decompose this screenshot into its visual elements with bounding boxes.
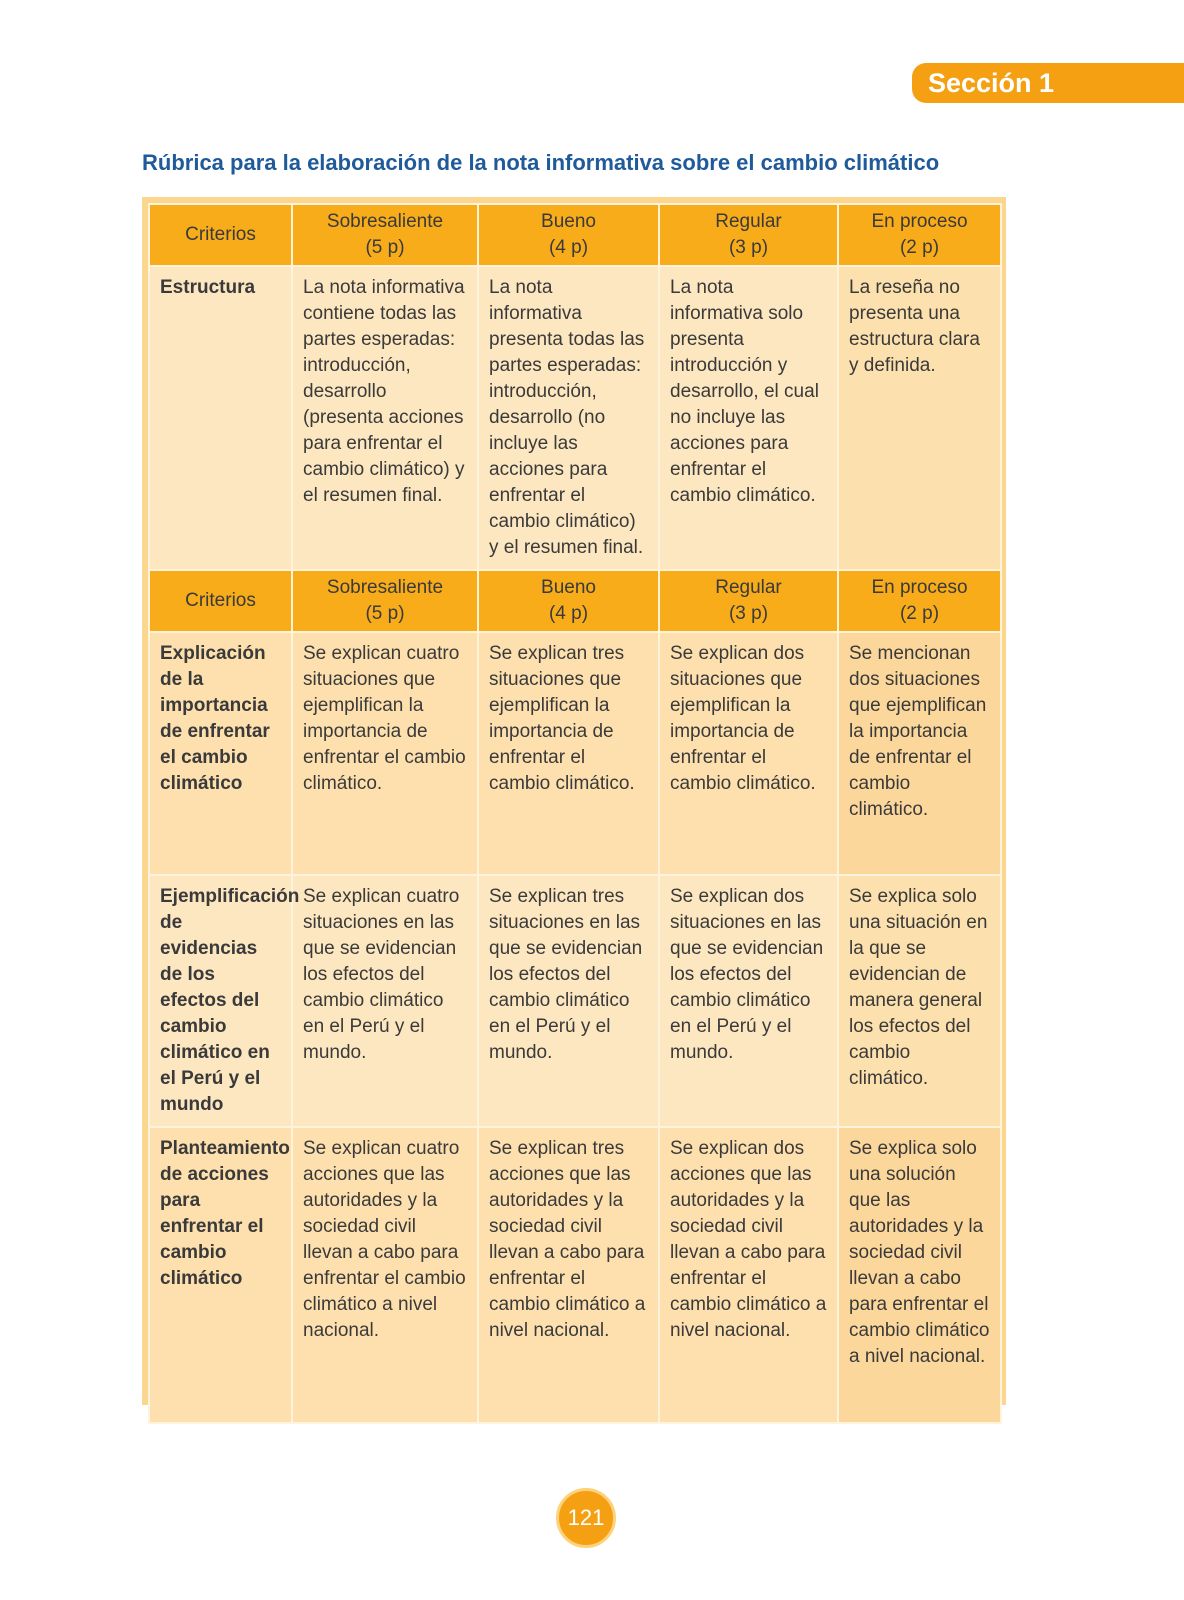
rubric-cell: Se explica solo una situación en la que se evidencian de manera general los efectos del cambio climático. [838, 875, 1001, 1127]
rubric-cell: Se explican cuatro situaciones que ejemplifican la importancia de enfrentar el cambio climático. [292, 632, 478, 875]
rubric-cell: Se explican tres situaciones en las que se evidencian los efectos del cambio climático en el Perú y el mundo. [478, 875, 659, 1127]
rubric-cell: Se explica solo una solución que las autoridades y la sociedad civil llevan a cabo para enfrentar el cambio climático a nivel nacional. [838, 1127, 1001, 1423]
rubric-cell: La nota informativa contiene todas las partes esperadas: introducción, desarrollo (presenta acciones para enfrentar el cambio climático) y el resumen final. [292, 266, 478, 570]
rubric-cell: Se mencionan dos situaciones que ejemplifican la importancia de enfrentar el cambio climático. [838, 632, 1001, 875]
criterion-cell: Explicación de la importancia de enfrentar el cambio climático [149, 632, 292, 875]
table-row-acciones [149, 1127, 1001, 1423]
criterion-cell: Estructura [149, 266, 292, 570]
rubric-cell: La nota informativa presenta todas las partes esperadas: introducción, desarrollo (no incluye las acciones para enfrentar el cambio climático) y el resumen final. [478, 266, 659, 570]
header-cell-bueno: Bueno (4 p) [478, 570, 659, 632]
section-tab [912, 63, 1184, 103]
header-cell-sobresaliente: Sobresaliente (5 p) [292, 204, 478, 266]
rubric-cell: Se explican dos situaciones en las que se evidencian los efectos del cambio climático en el Perú y el mundo. [659, 875, 838, 1127]
header-cell-regular: Regular (3 p) [659, 570, 838, 632]
rubric-cell: Se explican dos acciones que las autoridades y la sociedad civil llevan a cabo para enfrentar el cambio climático a nivel nacional. [659, 1127, 838, 1423]
page-number: 121 [556, 1488, 616, 1548]
criterion-cell: Planteamiento de acciones para enfrentar el cambio climático [149, 1127, 292, 1423]
rubric-cell: La nota informativa solo presenta introducción y desarrollo, el cual no incluye las acciones para enfrentar el cambio climático. [659, 266, 838, 570]
rubric-cell: Se explican cuatro situaciones en las que se evidencian los efectos del cambio climático en el Perú y el mundo. [292, 875, 478, 1127]
page-title: Rúbrica para la elaboración de la nota informativa sobre el cambio climático [142, 150, 940, 175]
header-cell-bueno: Bueno (4 p) [478, 204, 659, 266]
rubric-cell: Se explican dos situaciones que ejemplifican la importancia de enfrentar el cambio climático. [659, 632, 838, 875]
section-label: Sección 1 [928, 68, 1055, 98]
table-row-evidencias [149, 875, 1001, 1127]
header-cell-en-proceso: En proceso (2 p) [838, 204, 1001, 266]
header-cell-criterios: Criterios [149, 570, 292, 632]
rubric-cell: Se explican tres situaciones que ejemplifican la importancia de enfrentar el cambio climático. [478, 632, 659, 875]
header-cell-sobresaliente: Sobresaliente (5 p) [292, 570, 478, 632]
rubric-table [148, 203, 1002, 1424]
rubric-frame [142, 197, 1006, 1405]
header-cell-regular: Regular (3 p) [659, 204, 838, 266]
table-row-estructura [149, 266, 1001, 570]
header-row [149, 204, 1001, 266]
rubric-cell: La reseña no presenta una estructura clara y definida. [838, 266, 1001, 570]
header-cell-criterios: Criterios [149, 204, 292, 266]
rubric-cell: Se explican cuatro acciones que las autoridades y la sociedad civil llevan a cabo para enfrentar el cambio climático a nivel nacional. [292, 1127, 478, 1423]
criterion-cell: Ejemplificación de evidencias de los efectos del cambio climático en el Perú y el mundo [149, 875, 292, 1127]
header-row [149, 570, 1001, 632]
rubric-cell: Se explican tres acciones que las autoridades y la sociedad civil llevan a cabo para enfrentar el cambio climático a nivel nacional. [478, 1127, 659, 1423]
table-row-importancia [149, 632, 1001, 875]
header-cell-en-proceso: En proceso (2 p) [838, 570, 1001, 632]
